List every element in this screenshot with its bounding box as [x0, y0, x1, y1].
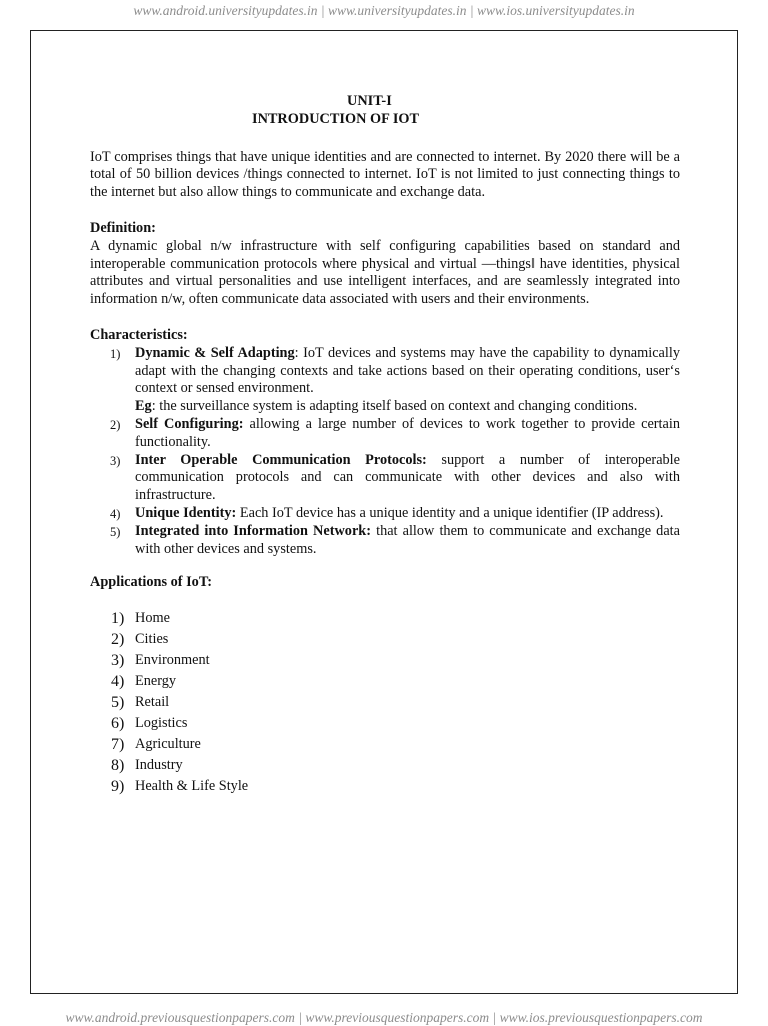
list-item	[90, 505, 680, 523]
list-item	[90, 416, 680, 452]
list-item	[90, 452, 680, 505]
definition-text: A dynamic global n/w infrastructure with self configuring capabilities based on standard and interoperable communication protocols where physical and virtual ―things‖ have identities, physical attributes and virtual personalities and use intelligent interfaces, and are seamlessly integrated into information n/w, often communicate data associated with users and their environments.	[90, 237, 680, 308]
list-number: 3)	[110, 453, 121, 468]
list-item	[90, 608, 680, 629]
applications-heading: Applications of IoT:	[90, 574, 213, 591]
characteristics-list	[90, 345, 680, 559]
application-label: Agriculture	[135, 736, 201, 753]
intro-paragraph: IoT comprises things that have unique identities and are connected to internet. By 2020 there will be a total of 50 billion devices /things connected to internet. IoT is not limited to just connecting things to the internet but also allow things to communicate and exchange data.	[90, 148, 680, 201]
item-text: that allow them to communicate and exchange data with other devices and systems.	[135, 522, 680, 557]
top-watermark: www.android.universityupdates.in | www.universityupdates.in | www.ios.universityupdates.in	[133, 3, 635, 18]
example-text: : the surveillance system is adapting itself based on context and changing conditions.	[151, 398, 638, 415]
list-number: 1)	[111, 610, 125, 628]
item-text: Each IoT device has a unique identity and a unique identifier (IP address).	[236, 504, 664, 521]
application-label: Energy	[135, 673, 177, 690]
application-label: Retail	[135, 694, 170, 711]
list-number: 2)	[110, 417, 121, 432]
list-item	[90, 776, 680, 797]
item-term: Inter Operable Communication Protocols:	[135, 451, 427, 468]
list-item	[90, 629, 680, 650]
application-label: Cities	[135, 631, 169, 648]
title-block	[90, 93, 680, 129]
characteristics-heading: Characteristics:	[90, 326, 188, 343]
document-body	[90, 93, 680, 797]
list-item	[90, 692, 680, 713]
application-label: Home	[135, 610, 170, 627]
list-item	[90, 671, 680, 692]
list-number: 5)	[110, 524, 121, 539]
list-number: 7)	[111, 736, 125, 754]
application-label: Industry	[135, 757, 183, 774]
list-item	[90, 734, 680, 755]
applications-list	[90, 608, 680, 797]
list-number: 2)	[111, 631, 125, 649]
list-number: 3)	[111, 652, 125, 670]
list-item	[90, 650, 680, 671]
item-term: Integrated into Information Network:	[135, 522, 372, 539]
list-item	[90, 523, 680, 559]
list-item	[90, 345, 680, 416]
page-title: INTRODUCTION OF IOT	[252, 110, 420, 127]
list-item	[90, 713, 680, 734]
list-number: 4)	[110, 506, 121, 521]
list-number: 8)	[111, 757, 125, 775]
example-label: Eg	[135, 398, 152, 415]
item-text: support a number of interoperable communication protocols and can communicate with other devices and also with infrastructure.	[135, 451, 681, 504]
item-term: Self Configuring:	[135, 415, 244, 432]
list-number: 6)	[111, 715, 125, 733]
list-number: 1)	[110, 346, 121, 361]
definition-heading: Definition:	[90, 219, 156, 236]
application-label: Health & Life Style	[135, 778, 249, 795]
list-number: 9)	[111, 778, 125, 796]
item-text: : IoT devices and systems may have the capability to dynamically adapt with the changing contexts and take actions based on their operating conditions, user‘s context or sensed environment.	[135, 344, 680, 397]
application-label: Logistics	[135, 715, 188, 732]
list-item	[90, 755, 680, 776]
item-term: Unique Identity:	[135, 504, 237, 521]
item-text: allowing a large number of devices to work together to provide certain functionality.	[135, 415, 680, 450]
bottom-watermark: www.android.previousquestionpapers.com | www.previousquestionpapers.com | www.ios.previousquestionpapers.com	[65, 1010, 703, 1025]
unit-label: UNIT-I	[347, 93, 392, 109]
list-number: 5)	[111, 694, 125, 712]
list-number: 4)	[111, 673, 125, 691]
application-label: Environment	[135, 652, 210, 669]
item-term: Dynamic & Self Adapting	[135, 344, 295, 361]
